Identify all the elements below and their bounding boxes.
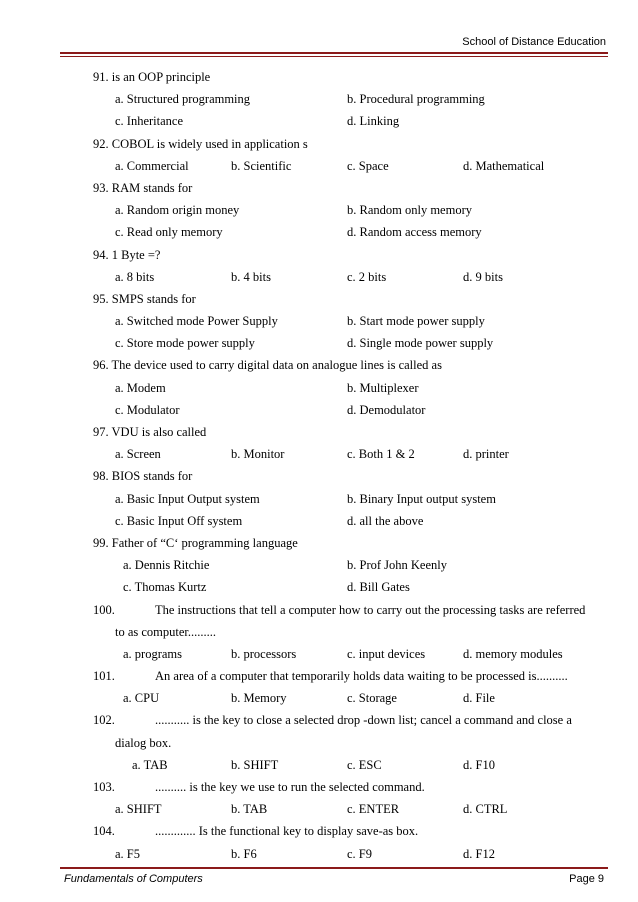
- question-row: [0, 665, 638, 687]
- answer-option: c. Thomas Kurtz: [123, 580, 207, 595]
- answer-option: b. Scientific: [231, 158, 292, 173]
- options-row: [0, 399, 638, 421]
- answer-option: b. Multiplexer: [347, 380, 419, 395]
- options-row: [0, 266, 638, 288]
- answer-option: a. Switched mode Power Supply: [115, 314, 278, 329]
- answer-option: b. Memory: [231, 691, 287, 706]
- question-text: 95. SMPS stands for: [93, 291, 196, 306]
- question-text: 91. is an OOP principle: [93, 70, 211, 84]
- options-row: [0, 221, 638, 243]
- options-row: [0, 643, 638, 665]
- question-text: 93. RAM stands for: [93, 180, 193, 195]
- answer-option: c. Inheritance: [115, 114, 184, 129]
- options-row: [0, 332, 638, 354]
- options-row: [0, 798, 638, 820]
- options-row: [0, 554, 638, 576]
- question-number: 104.: [93, 824, 115, 839]
- answer-option: c. Space: [347, 158, 389, 173]
- footer-book-title: Fundamentals of Computers: [64, 873, 203, 885]
- answer-option: c. F9: [347, 846, 372, 861]
- answer-option: d. Single mode power supply: [347, 336, 494, 351]
- answer-option: a. SHIFT: [115, 802, 162, 817]
- answer-option: b. 4 bits: [231, 269, 271, 284]
- answer-option: d. Bill Gates: [347, 580, 410, 595]
- question-text: 98. BIOS stands for: [93, 469, 193, 484]
- answer-option: a. Random origin money: [115, 203, 240, 218]
- question-text: ............. Is the functional key to display save-as box.: [155, 824, 419, 839]
- options-row: [0, 576, 638, 598]
- options-row: [0, 88, 638, 110]
- answer-option: a. 8 bits: [115, 269, 155, 284]
- answer-option: b. F6: [231, 846, 257, 861]
- answer-option: c. Both 1 & 2: [347, 447, 415, 462]
- answer-option: d. printer: [463, 447, 509, 462]
- answer-option: b. TAB: [231, 802, 268, 817]
- answer-option: d. F10: [463, 757, 495, 772]
- answer-option: b. Binary Input output system: [347, 491, 496, 506]
- answer-option: c. ESC: [347, 757, 382, 772]
- answer-option: a. CPU: [123, 691, 160, 706]
- answer-option: d. 9 bits: [463, 269, 503, 284]
- page-number: Page 9: [569, 873, 604, 885]
- answer-option: b. Random only memory: [347, 203, 472, 218]
- options-row: [0, 110, 638, 132]
- question-continuation: dialog box.: [115, 735, 172, 750]
- answer-option: d. CTRL: [463, 802, 508, 817]
- answer-option: c. Read only memory: [115, 225, 223, 240]
- answer-option: b. Prof John Keenly: [347, 558, 447, 573]
- options-row: [0, 155, 638, 177]
- answer-option: d. File: [463, 691, 495, 706]
- question-text: 97. VDU is also called: [93, 425, 207, 439]
- options-row: [0, 310, 638, 332]
- answer-option: c. 2 bits: [347, 269, 387, 284]
- answer-option: d. memory modules: [463, 646, 563, 661]
- question-number: 101.: [93, 669, 115, 684]
- answer-option: a. programs: [123, 646, 183, 661]
- options-row: [0, 488, 638, 510]
- question-text: 96. The device used to carry digital data on analogue lines is called as: [93, 358, 442, 373]
- footer-rule: [60, 867, 608, 869]
- answer-option: a. Structured programming: [115, 92, 251, 107]
- options-row: [0, 843, 638, 865]
- options-row: [0, 510, 638, 532]
- answer-option: a. Screen: [115, 447, 161, 462]
- answer-option: a. F5: [115, 846, 140, 861]
- question-text: 94. 1 Byte =?: [93, 247, 161, 262]
- answer-option: c. Modulator: [115, 402, 180, 417]
- question-row: [0, 820, 638, 842]
- answer-option: a. TAB: [132, 757, 168, 772]
- page-header: School of Distance Education: [462, 36, 606, 48]
- answer-option: a. Modem: [115, 380, 166, 395]
- answer-option: c. Store mode power supply: [115, 336, 255, 351]
- question-row: [0, 776, 638, 798]
- answer-option: c. input devices: [347, 646, 426, 661]
- options-row: [0, 754, 638, 776]
- answer-option: b. processors: [231, 646, 297, 661]
- answer-option: d. Random access memory: [347, 225, 482, 240]
- answer-option: d. Linking: [347, 114, 400, 129]
- answer-option: a. Commercial: [115, 158, 189, 173]
- answer-option: c. Storage: [347, 691, 397, 706]
- question-list: [0, 66, 638, 865]
- question-text: An area of a computer that temporarily holds data waiting to be processed is..........: [155, 669, 568, 684]
- answer-option: b. Procedural programming: [347, 92, 485, 107]
- question-number: 100.: [93, 602, 115, 617]
- answer-option: a. Dennis Ritchie: [123, 558, 210, 573]
- header-rule: [60, 52, 608, 54]
- answer-option: d. all the above: [347, 513, 424, 528]
- options-row: [0, 687, 638, 709]
- question-row: [0, 709, 638, 731]
- question-row: [0, 599, 638, 621]
- question-number: 102.: [93, 713, 115, 728]
- answer-option: b. Start mode power supply: [347, 314, 485, 329]
- question-number: 103.: [93, 780, 115, 794]
- answer-option: b. SHIFT: [231, 757, 279, 772]
- question-text: 99. Father of “C‘ programming language: [93, 535, 298, 550]
- options-row: [0, 199, 638, 221]
- options-row: [0, 377, 638, 399]
- question-text: .......... is the key we use to run the selected command.: [155, 780, 425, 794]
- answer-option: d. Demodulator: [347, 402, 426, 417]
- question-continuation: to as computer.........: [115, 624, 217, 639]
- answer-option: d. F12: [463, 846, 495, 861]
- answer-option: b. Monitor: [231, 447, 285, 462]
- answer-option: a. Basic Input Output system: [115, 491, 260, 506]
- answer-option: c. Basic Input Off system: [115, 513, 243, 528]
- options-row: [0, 443, 638, 465]
- answer-option: c. ENTER: [347, 802, 400, 817]
- answer-option: d. Mathematical: [463, 158, 545, 173]
- question-text: 92. COBOL is widely used in application s: [93, 136, 308, 151]
- question-text: ........... is the key to close a selected drop -down list; cancel a command and close a: [155, 713, 572, 728]
- question-text: The instructions that tell a computer how to carry out the processing tasks are referred: [155, 602, 586, 617]
